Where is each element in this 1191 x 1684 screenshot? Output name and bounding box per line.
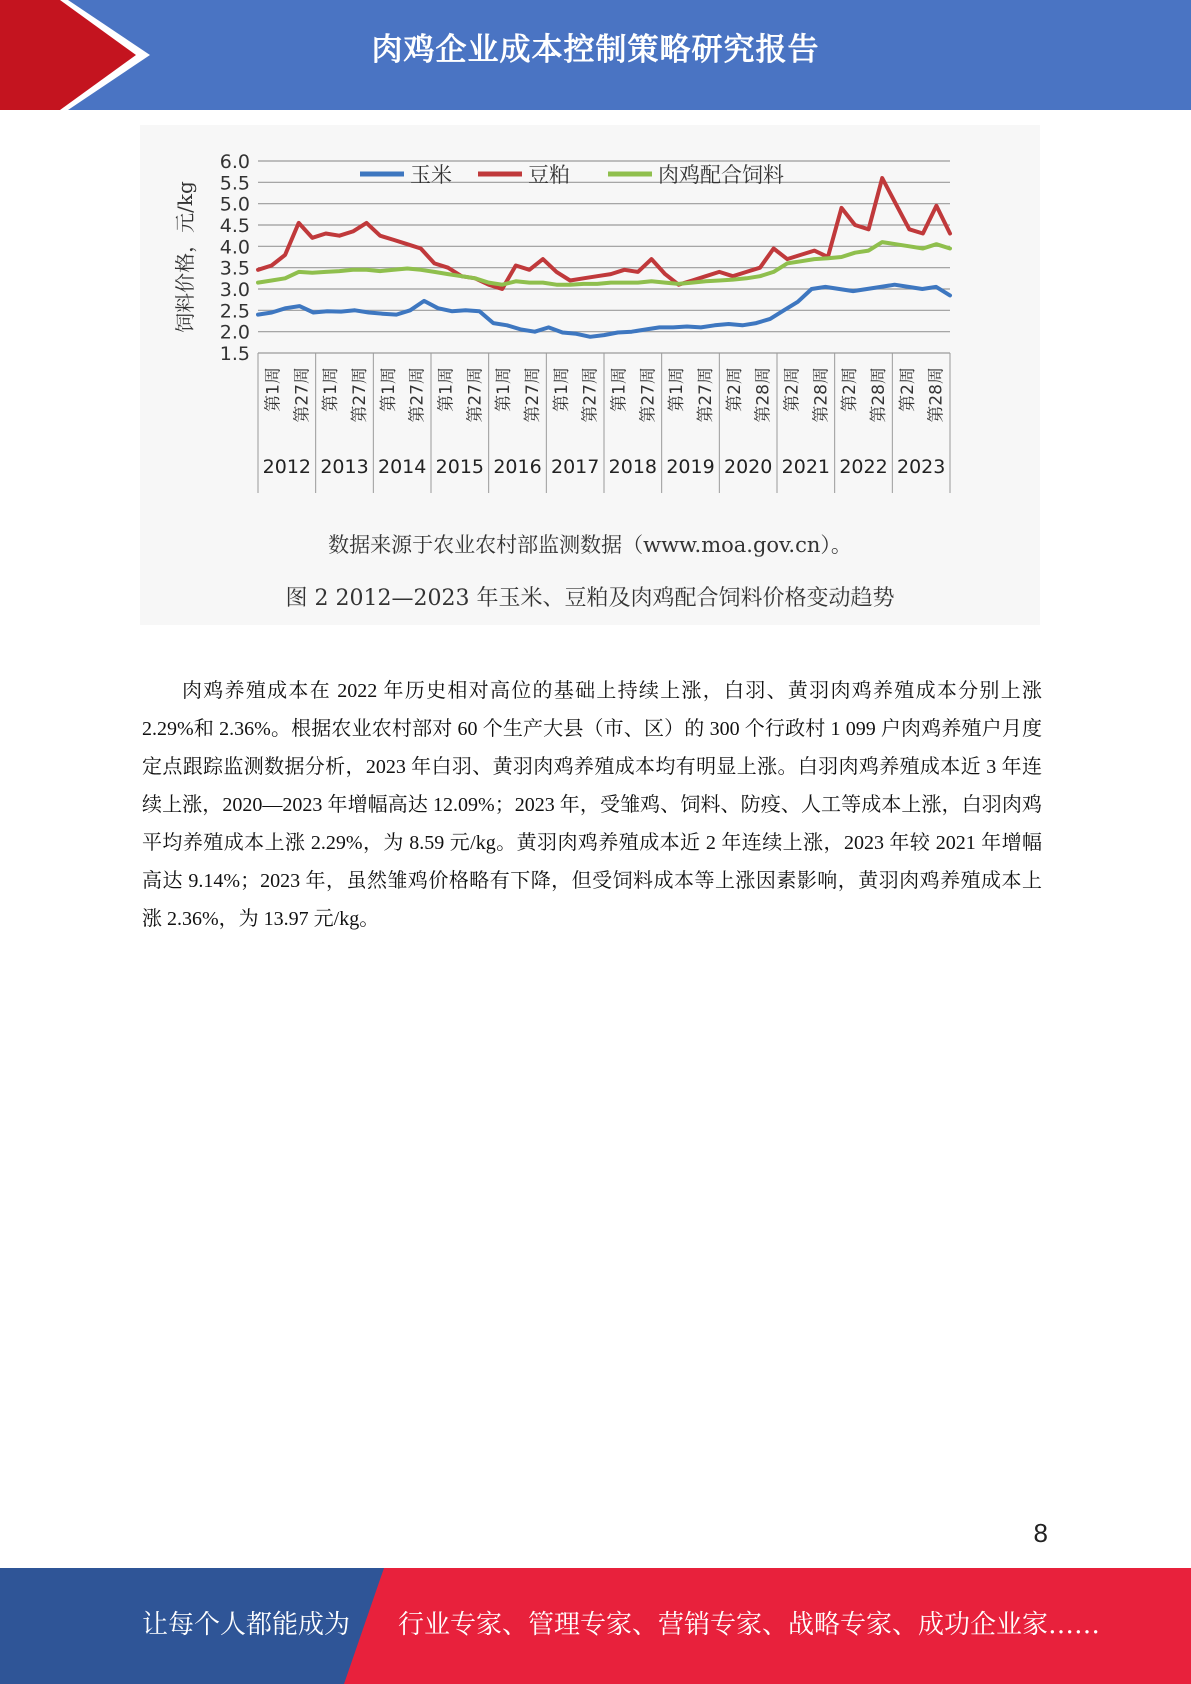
x-week-label: 第1周 (551, 367, 572, 412)
y-tick-label: 6.0 (219, 151, 250, 173)
legend-label: 豆粕 (528, 163, 570, 187)
x-year-label: 2018 (608, 456, 658, 478)
x-week-label: 第1周 (667, 367, 688, 412)
x-week-label: 第28周 (811, 367, 832, 423)
x-week-label: 第1周 (321, 367, 342, 412)
feed-price-chart (140, 125, 1040, 525)
x-week-label: 第27周 (695, 367, 716, 423)
report-title: 肉鸡企业成本控制策略研究报告 (371, 32, 820, 68)
x-year-label: 2022 (839, 456, 888, 478)
footer-slogan-left: 让每个人都能成为 (142, 1610, 351, 1640)
x-week-label: 第28周 (926, 367, 947, 423)
x-week-label: 第27周 (465, 367, 486, 423)
x-year-label: 2012 (262, 456, 312, 478)
x-week-label: 第1周 (378, 367, 399, 412)
x-week-label: 第2周 (782, 367, 803, 412)
page-header (0, 0, 1191, 110)
figure (140, 125, 1040, 625)
x-week-label: 第27周 (638, 367, 659, 423)
page-number: 8 (1033, 1518, 1048, 1548)
series-line-3 (258, 242, 950, 285)
x-week-label: 第28周 (868, 367, 889, 423)
y-tick-label: 3.0 (219, 279, 250, 301)
x-week-label: 第27周 (407, 367, 428, 423)
footer-slogan-right: 行业专家、管理专家、营销专家、战略专家、成功企业家…… (398, 1610, 1101, 1640)
x-year-label: 2016 (493, 456, 542, 478)
figure-caption: 图 2 2012—2023 年玉米、豆粕及肉鸡配合饲料价格变动趋势 (285, 586, 895, 611)
y-tick-label: 4.5 (219, 215, 250, 237)
series-line-2 (258, 178, 950, 289)
y-tick-label: 4.0 (219, 236, 250, 259)
x-week-label: 第1周 (609, 367, 630, 412)
x-year-label: 2015 (435, 456, 485, 478)
y-tick-label: 2.5 (219, 300, 250, 323)
y-tick-label: 2.0 (219, 321, 250, 344)
legend-label: 肉鸡配合饲料 (658, 163, 784, 187)
x-week-label: 第27周 (522, 367, 543, 423)
y-tick-label: 5.5 (219, 172, 250, 195)
page-footer (0, 1568, 1191, 1684)
x-year-label: 2020 (723, 456, 773, 478)
x-week-label: 第2周 (724, 367, 745, 412)
x-week-label: 第27周 (580, 367, 601, 423)
x-week-label: 第1周 (436, 367, 457, 412)
y-tick-label: 3.5 (219, 257, 250, 280)
x-week-label: 第27周 (292, 367, 313, 423)
x-year-label: 2017 (550, 456, 600, 478)
x-week-label: 第28周 (753, 367, 774, 423)
body-paragraph: 肉鸡养殖成本在 2022 年历史相对高位的基础上持续上涨，白羽、黄羽肉鸡养殖成本分别上涨 2.29%和 2.36%。根据农业农村部对 60 个生产大县（市、区）的 300 个行政村 1 099 户肉鸡养殖户月度定点跟踪监测数据分析，2023 年白羽、黄羽肉鸡养殖成本均有明显上涨。白羽肉鸡养殖成本近 3 年连续上涨，2020—2023 年增幅高达 12.09%；2023 年，受雏鸡、饲料、防疫、人工等成本上涨，白羽肉鸡平均养殖成本上涨 2.29%，为 8.59 元/kg。黄羽肉鸡养殖成本近 2 年连续上涨，2023 年较 2021 年增幅高达 9.14%；2023 年，虽然雏鸡价格略有下降，但受饲料成本等上涨因素影响，黄羽肉鸡养殖成本上涨 2.36%，为 13.97 元/kg。 (142, 680, 1042, 930)
legend-label: 玉米 (410, 163, 452, 187)
x-week-label: 第1周 (494, 367, 515, 412)
x-week-label: 第27周 (349, 367, 370, 423)
x-year-label: 2013 (320, 456, 369, 478)
x-week-label: 第1周 (263, 367, 284, 412)
y-axis-label: 饲料价格，元/kg (173, 181, 197, 333)
y-tick-label: 5.0 (219, 193, 250, 216)
x-year-label: 2019 (666, 456, 715, 478)
x-week-label: 第2周 (897, 367, 918, 412)
y-tick-label: 1.5 (219, 343, 250, 365)
x-year-label: 2014 (377, 456, 427, 478)
x-year-label: 2021 (781, 456, 831, 478)
x-week-label: 第2周 (840, 367, 861, 412)
figure-source: 数据来源于农业农村部监测数据（www.moa.gov.cn）。 (328, 533, 852, 557)
x-year-label: 2023 (896, 456, 946, 478)
